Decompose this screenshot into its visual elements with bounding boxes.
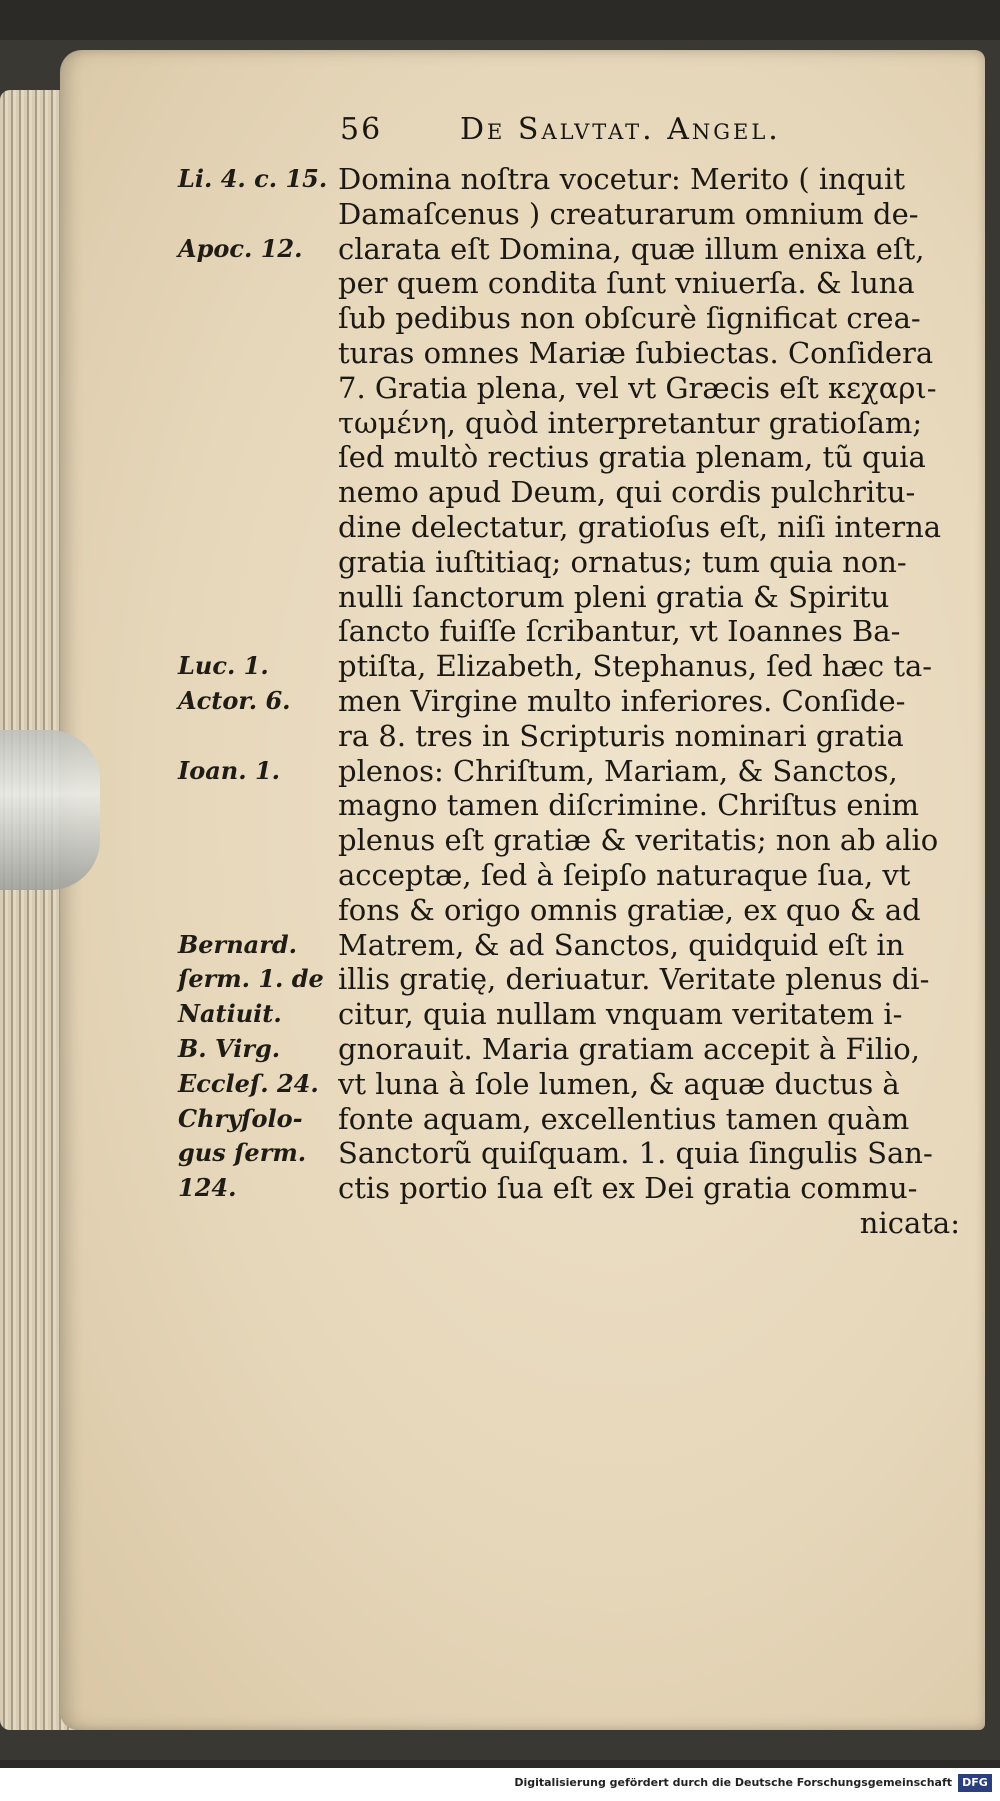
- margin-note: ſerm. 1. de: [178, 964, 324, 994]
- margin-note: Eccleſ. 24.: [178, 1068, 319, 1098]
- text-line: ſub pedibus non obſcurè ſignificat crea-: [338, 301, 921, 336]
- text-line: ctis portio ſua eſt ex Dei gratia commu-: [338, 1171, 918, 1206]
- margin-note: gus ſerm.: [178, 1138, 307, 1168]
- page-number: 56: [340, 112, 383, 147]
- body-text: [338, 162, 960, 1241]
- text-line: τωμένη, quòd interpretantur gratioſam;: [338, 405, 923, 440]
- text-line: plenus eſt gratiæ & veritatis; non ab alio: [338, 823, 939, 858]
- running-title: De Salvtat. Angel.: [460, 112, 781, 147]
- text-line: nicata:: [859, 1205, 960, 1240]
- margin-note: Luc. 1.: [178, 651, 269, 681]
- text-line: turas omnes Mariæ ſubiectas. Conſidera: [338, 335, 934, 370]
- text-line: citur, quia nullam vnquam veritatem i-: [338, 997, 903, 1032]
- margin-note: 124.: [178, 1173, 237, 1203]
- text-line: plenos: Chriſtum, Mariam, & Sanctos,: [338, 753, 898, 788]
- text-line: vt luna à ſole lumen, & aquæ ductus à: [338, 1066, 900, 1101]
- margin-note: B. Virg.: [178, 1034, 281, 1063]
- text-line: nemo apud Deum, qui cordis pulchritu-: [338, 475, 916, 510]
- text-line: ſed multò rectius gratia plenam, tũ quia: [338, 440, 926, 475]
- text-line: gratia iuſtitiaq; ornatus; tum quia non-: [338, 544, 907, 579]
- text-line: fons & origo omnis gratiæ, ex quo & ad: [338, 892, 921, 927]
- text-line: Damaſcenus ) creaturarum omnium de-: [338, 196, 919, 231]
- text-line: fonte aquam, excellentius tamen quàm: [338, 1101, 910, 1136]
- margin-note: Chryſolo-: [178, 1103, 303, 1133]
- text-line: Matrem, & ad Sanctos, quidquid eſt in: [338, 927, 905, 962]
- text-line: Domina noſtra vocetur: Merito ( inquit: [338, 162, 905, 196]
- text-line: dine delectatur, gratioſus eſt, niſi interna: [338, 509, 942, 544]
- margin-note: Bernard.: [178, 929, 297, 959]
- text-line: ſancto fuiſſe ſcribantur, vt Ioannes Ba-: [338, 614, 901, 649]
- text-line: ptiſta, Elizabeth, Stephanus, ſed hæc ta-: [338, 649, 933, 684]
- text-line: acceptæ, ſed à ſeipſo naturaque ſua, vt: [338, 857, 911, 892]
- margin-note: Apoc. 12.: [178, 233, 303, 263]
- text-line: illis gratię, deriuatur. Veritate plenus di-: [338, 962, 930, 997]
- text-line: ra 8. tres in Scripturis nominari gratia: [338, 718, 904, 753]
- footer-bar: [0, 1768, 1000, 1801]
- dfg-logo: DFG: [958, 1774, 992, 1792]
- running-header: [340, 112, 960, 156]
- text-line: gnorauit. Maria gratiam accepit à Filio,: [338, 1031, 920, 1066]
- text-line: nulli ſanctorum pleni gratia & Spiritu: [338, 579, 890, 614]
- text-line: magno tamen diſcrimine. Chriſtus enim: [338, 788, 919, 823]
- margin-note: Natiuit.: [178, 999, 282, 1029]
- text-line: 7. Gratia plena, vel vt Græcis eſt κεχαρι-: [338, 370, 937, 405]
- text-line: per quem condita ſunt vniuerſa. & luna: [338, 266, 915, 301]
- funding-credit: Digitalisierung gefördert durch die Deutsche Forschungsgemeinschaft: [514, 1776, 952, 1789]
- text-line: men Virgine multo inferiores. Conſide-: [338, 683, 906, 718]
- margin-note: Ioan. 1.: [178, 755, 280, 785]
- margin-note: Li. 4. c. 15.: [178, 164, 328, 193]
- margin-note: Actor. 6.: [178, 686, 291, 715]
- page-clip: [0, 730, 100, 890]
- text-line: clarata eſt Domina, quæ illum enixa eſt,: [338, 231, 925, 266]
- text-line: Sanctorũ quiſquam. 1. quia ſingulis San-: [338, 1136, 933, 1171]
